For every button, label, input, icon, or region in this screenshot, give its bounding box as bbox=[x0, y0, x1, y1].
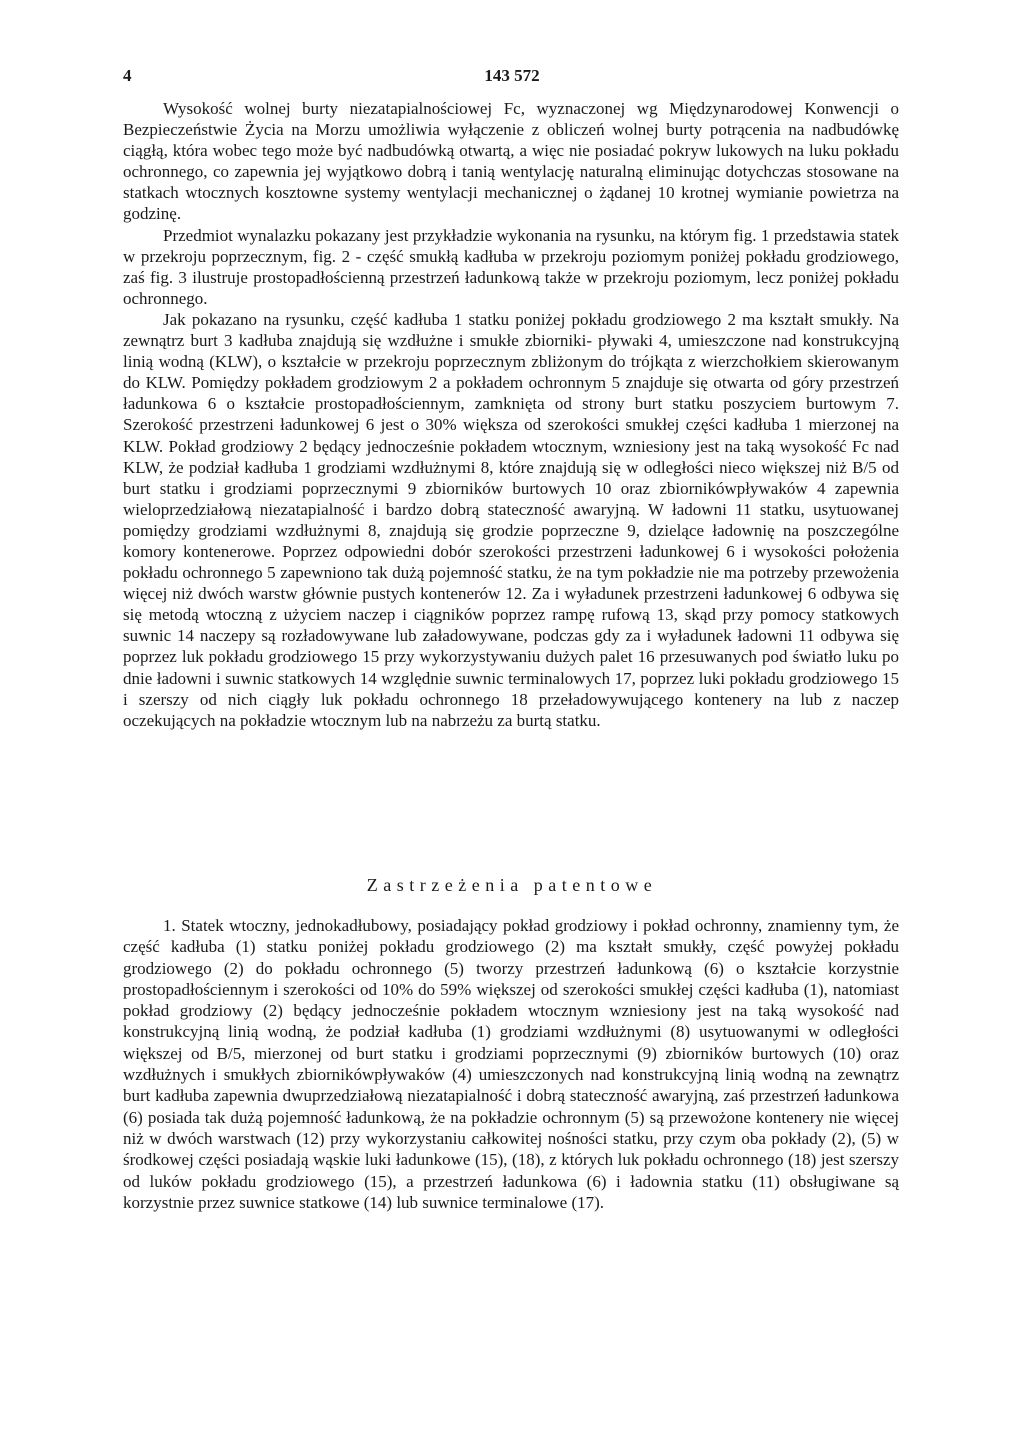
description-body bbox=[123, 98, 899, 731]
description-paragraph-1: Wysokość wolnej burty niezatapialnościowej Fc, wyznaczonej wg Międzynarodowej Konwencji o Bezpieczeństwie Życia na Morzu umożliwia wyłączenie z obliczeń wolnej burty potrącenia na nadbudówkę ciągłą, która wobec tego może być nadbudówką otwartą, a więc nie posiadać pokryw lukowych na luku pokładu ochronnego, co zapewnia jej wyjątkowo dobrą i tanią wentylację naturalną eliminując dotychczas stosowane na statkach wtocznych kosztowne systemy wentylacji mechanicznej o żądanej 10 krotnej wymianie powietrza na godzinę. bbox=[123, 99, 899, 224]
description-paragraph-3: Jak pokazano na rysunku, część kadłuba 1 statku poniżej pokładu grodziowego 2 ma kształt smukły. Na zewnątrz burt 3 kadłuba znajdują się wzdłużne i smukłe zbiorniki- pływaki 4, umieszczone nad konstrukcyjną linią wodną (KLW), o kształcie w przekroju poprzecznym zbliżonym do trójkąta z wierzchołkiem skierowanym do KLW. Pomiędzy pokładem grodziowym 2 a pokładem ochronnym 5 znajduje się otwarta od góry przestrzeń ładunkowa 6 o kształcie prostopadłościennym, zamknięta od strony burt statku poszyciem burtowym 7. Szerokość przestrzeni ładunkowej 6 jest o 30% większa od szerokości smukłej części kadłuba 1 mierzonej na KLW. Pokład grodziowy 2 będący jednocześnie pokładem wtocznym, wzniesiony jest na taką wysokość Fc nad KLW, że podział kadłuba 1 grodziami wzdłużnymi 8, które znajdują się w odległości nieco większej niż B/5 od burt statku i grodziami poprzecznymi 9 zbiorników burtowych 10 oraz zbiornikówpływaków 4 zapewnia wieloprzedziałową niezatapialność i bardzo dobrą stateczność awaryjną. W ładowni 11 statku, usytuowanej pomiędzy grodziami wzdłużnymi 8, znajdują się grodzie poprzeczne 9, dzielące ładownię na poszczególne komory kontenerowe. Poprzez odpowiedni dobór szerokości przestrzeni ładunkowej 6 i wysokości położenia pokładu ochronnego 5 zapewniono tak dużą pojemność statku, że na tym pokładzie nie ma potrzeby przewożenia więcej niż dwóch warstw głównie pustych kontenerów 12. Za i wyładunek przestrzeni ładunkowej 6 odbywa się się metodą wtoczną z użyciem naczep i ciągników poprzez rampę rufową 13, skąd przy pomocy statkowych suwnic 14 naczepy są rozładowywane lub załadowywane, podczas gdy za i wyładunek ładowni 11 odbywa się poprzez luk pokładu grodziowego 15 przy wykorzystywaniu dużych palet 16 przesuwanych pod światło luku po dnie ładowni i suwnic statkowych 14 względnie suwnic terminalowych 17, poprzez luki pokładu grodziowego 15 i szerszy od nich ciągły luk pokładu ochronnego 18 przeładowywującego kontenery na lub z naczep oczekujących na pokładzie wtocznym lub na nabrzeżu za burtą statku. bbox=[123, 309, 899, 730]
description-paragraph-2: Przedmiot wynalazku pokazany jest przykładzie wykonania na rysunku, na którym fig. 1 przedstawia statek w przekroju poprzecznym, fig. 2 - część smukłą kadłuba w przekroju poziomym poniżej pokładu grodziowego, zaś fig. 3 ilustruje prostopadłościenną przestrzeń ładunkową także w przekroju poziomym, lecz poniżej pokładu ochronnego. bbox=[123, 225, 899, 308]
claims-heading: Zastrzeżenia patentowe bbox=[366, 875, 658, 895]
document-number: 143 572 bbox=[484, 66, 540, 85]
claim-1: 1. Statek wtoczny, jednokadłubowy, posiadający pokład grodziowy i pokład ochronny, znamienny tym, że część kadłuba (1) statku poniżej pokładu grodziowego (2) ma kształt smukły, część powyżej pokładu grodziowego (2) do pokładu ochronnego (5) tworzy przestrzeń ładunkową (6) o kształcie korzystnie prostopadłościennym i szerokości od 10% do 59% większej od szerokości smukłej części kadłuba (1), natomiast pokład grodziowy (2) będący jednocześnie pokładem wtocznym wzniesiony jest na taką wysokość nad konstrukcyjną linią wodną, że podział kadłuba (1) grodziami wzdłużnymi (8) usytuowanymi w odległości większej od B/5, mierzonej od burt statku i grodziami poprzecznymi (9) zbiorników burtowych (10) oraz wzdłużnych i smukłych zbiornikówpływaków (4) umieszczonych nad konstrukcyjną linią wodną na zewnątrz burt kadłuba zapewnia dwuprzedziałową niezatapialność i dobrą stateczność awaryjną, zaś przestrzeń ładunkowa (6) posiada tak dużą pojemność ładunkową, że na pokładzie ochronnym (5) są przewożone kontenery nie więcej niż w dwóch warstwach (12) przy wykorzystaniu całkowitej nośności statku, przy czym oba pokłady (2), (5) w środkowej części posiadają wąskie luki ładunkowe (15), (18), z których luk pokładu ochronnego (18) jest szerszy od luków pokładu grodziowego (15), a przestrzeń ładunkowa (6) i ładownia statku (11) obsługiwane są korzystnie przez suwnice statkowe (14) lub suwnice terminalowe (17). bbox=[123, 916, 899, 1212]
page-number: 4 bbox=[123, 66, 132, 85]
claims-section bbox=[123, 915, 899, 1213]
